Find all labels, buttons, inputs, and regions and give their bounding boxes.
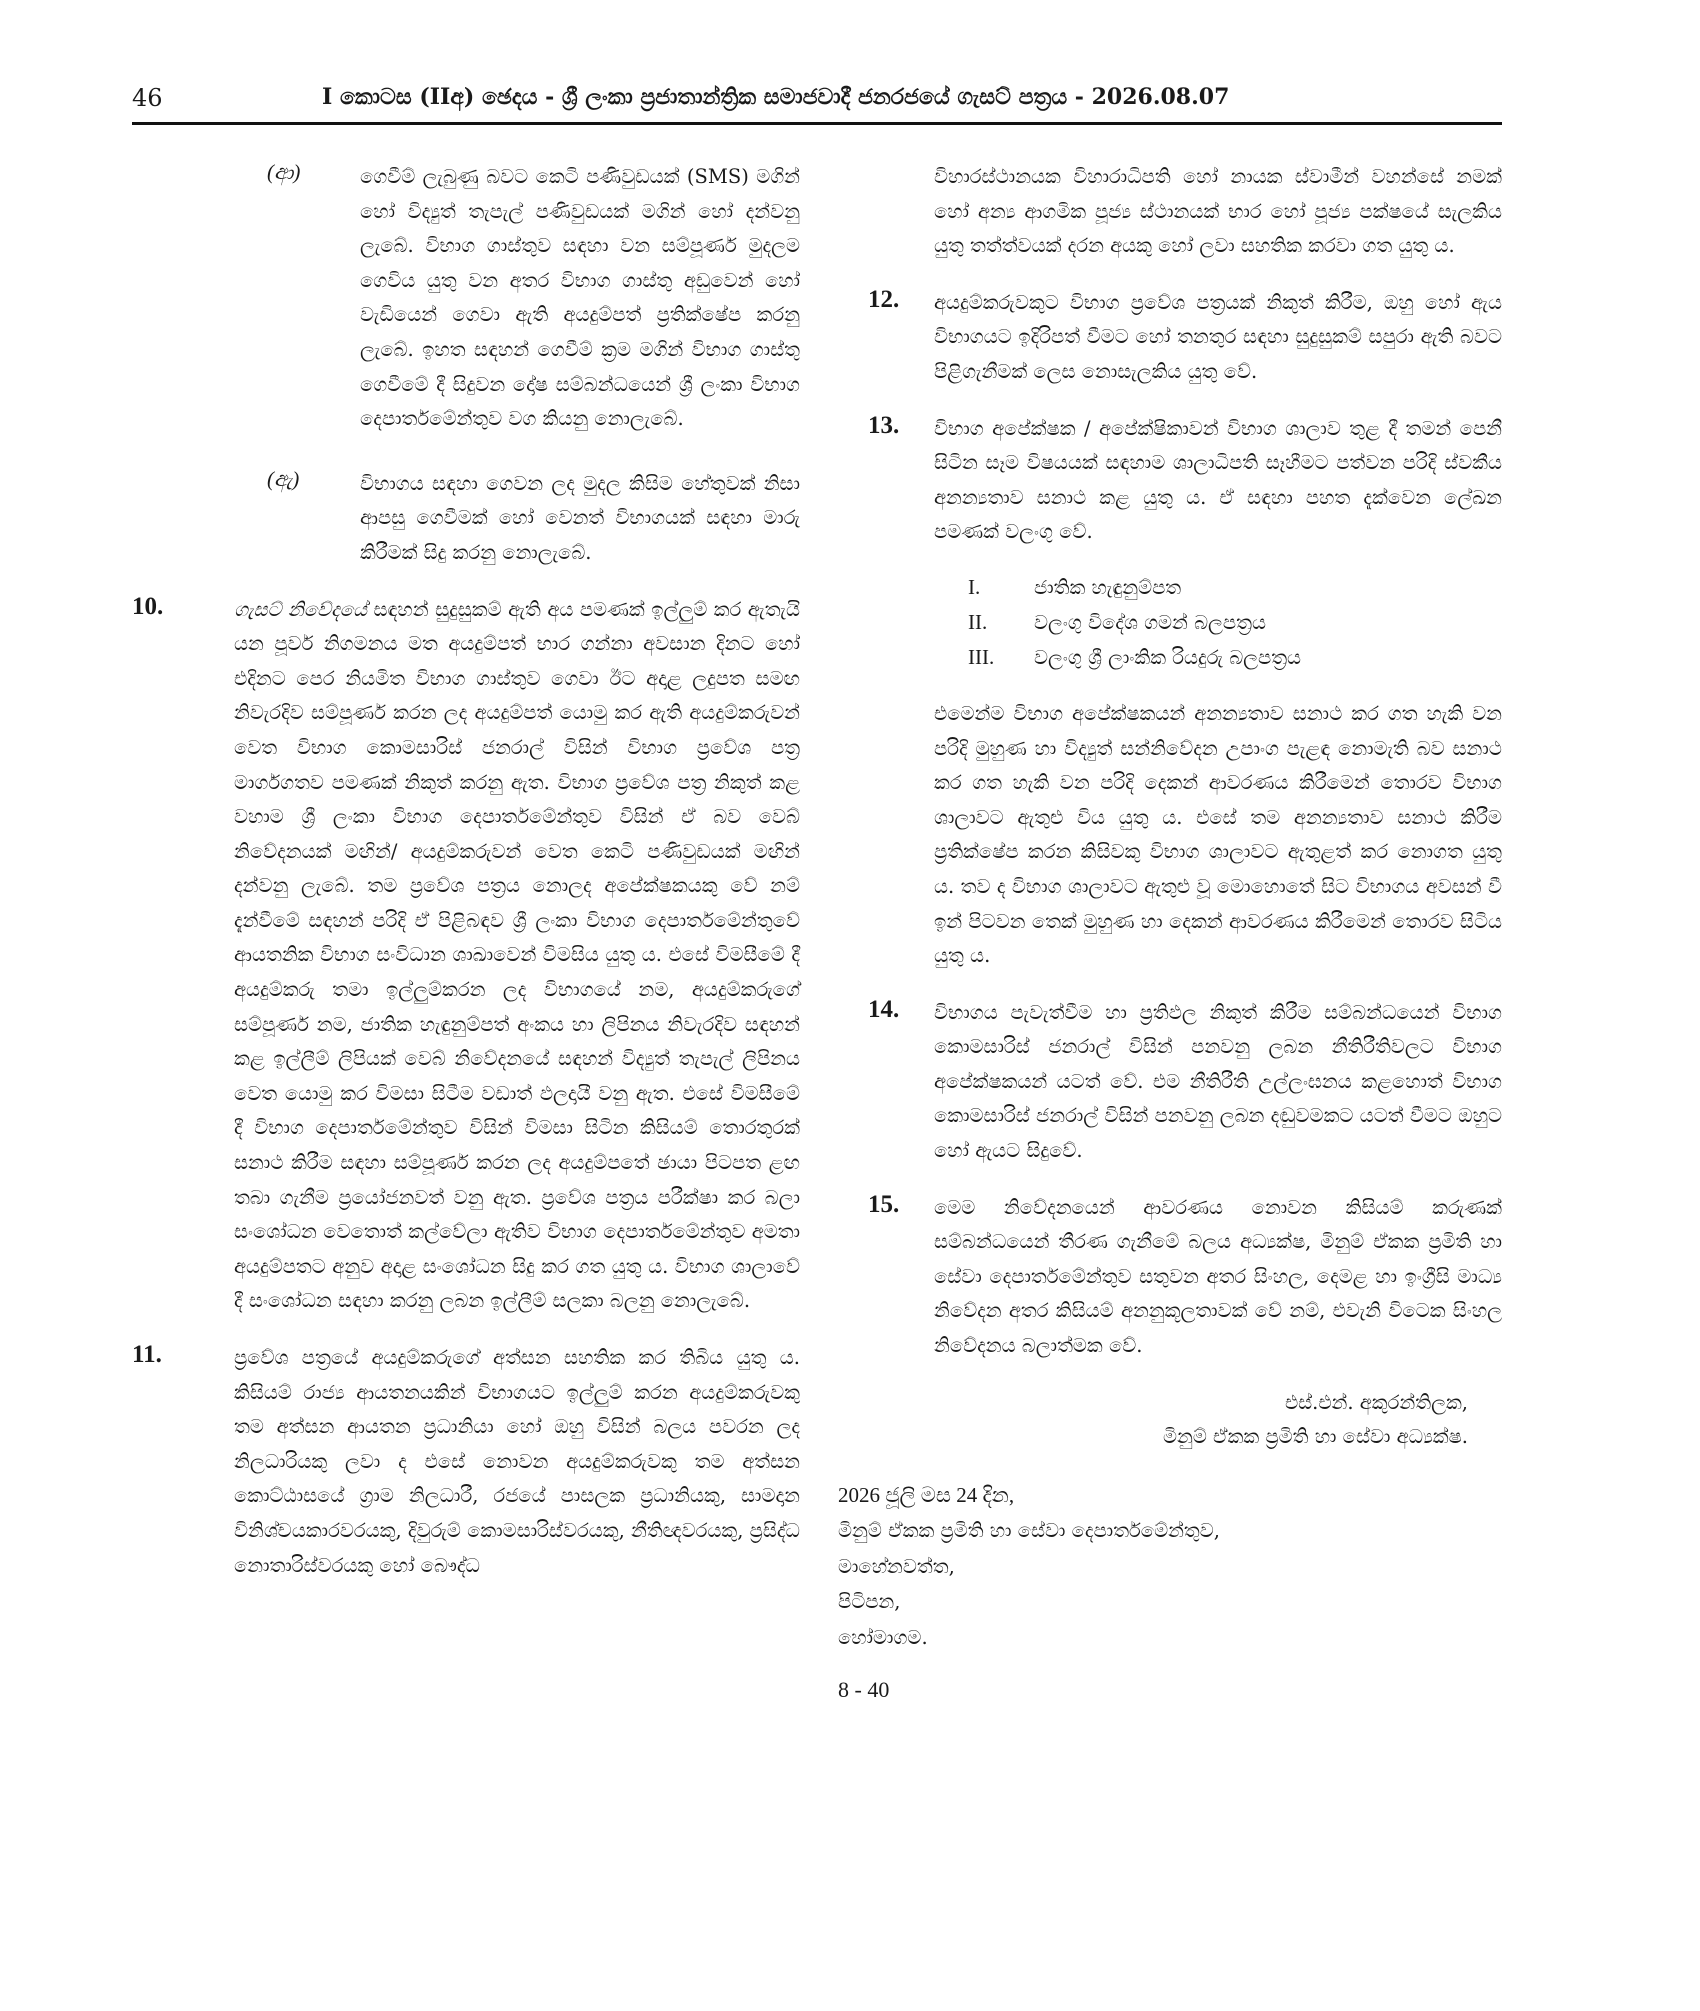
left-column bbox=[132, 160, 800, 1583]
clause-text: මෙම නිවේදනයෙන් ආවරණය නොවන කිසියම් කරුණක් සම්බන්ධයෙන් තීරණ ගැනීමේ බලය අධ්‍යක්ෂ, මිනුම් ඒකක ප්‍රමිති හා සේවා දෙපාර්තමේන්තුව සතුවන අතර සිංහල, දෙමළ හා ඉංග්‍රීසි මාධ්‍ය නිවේදන අතර කිසියම් අනනුකූලතාවක් වේ නම්, එවැනි විටෙක සිංහල නිවේදනය බලාත්මක වේ. bbox=[934, 1195, 1502, 1358]
clause-text bbox=[234, 593, 800, 1319]
clause-12 bbox=[838, 286, 1502, 390]
clause-number: 15. bbox=[868, 1190, 900, 1218]
right-column bbox=[838, 160, 1502, 1703]
document-list-item bbox=[968, 640, 1502, 675]
clause-15 bbox=[838, 1191, 1502, 1364]
header-title: I කොටස (IIඅ) ඡෙදය - ශ්‍රී ලංකා ප්‍රජාතාන්ත්‍රික සමාජවාදී ජනරජයේ ගැසට් පත්‍රය - 2026.08.07 bbox=[322, 84, 1230, 110]
roman-numeral: III. bbox=[968, 644, 995, 669]
clause-text-continued: එමෙන්ම විභාග අපේක්ෂකයන් අනන්‍යතාව සනාථ කර ගත හැකි වන පරිදි මුහුණ හා විද්‍යුත් සන්නිවේදන උපාංග පැළඳ නොමැති බව සනාථ කර ගත හැකි වන පරිදි දෙකන් ආවරණය කිරීමෙන් තොරව විභාග ශාලාවට ඇතුළු විය යුතු ය. එසේ තම අනන්‍යතාව සනාථ කිරීම ප්‍රතික්ෂේප කරන කිසිවකු විභාග ශාලාවට ඇතුළත් කර නොගත යුතු ය. තව ද විභාග ශාලාවට ඇතුළු වූ මොහොතේ සිට විභාගය අවසන් වී ඉන් පිටවන තෙක් මුහුණ හා දෙකන් ආවරණය කිරීමෙන් තොරව සිටිය යුතු ය. bbox=[934, 701, 1502, 968]
document-name: වලංගු ශ්‍රී ලාංකික රියදුරු බලපත්‍රය bbox=[1034, 645, 1302, 669]
address-block bbox=[838, 1478, 1502, 1656]
clause-10 bbox=[132, 593, 800, 1319]
notice-code: 8 - 40 bbox=[838, 1677, 890, 1703]
clause-lead-italic: ගැසට් නිවේදයේ bbox=[234, 597, 367, 621]
sub-item-text: විභාගය සඳහා ගෙවන ලද මුදල කිසිම හේතුවක් නිසා ආපසු ගෙවීමක් හෝ වෙනත් විභාගයක් සඳහා මාරු කිරීමක් සිදු කරනු නොලැබේ. bbox=[360, 471, 800, 564]
document-list-item bbox=[968, 605, 1502, 640]
sub-item-text: ගෙවීම් ලැබුණු බවට කෙටි පණිවුඩයක් (SMS) මගින් හෝ විද්‍යුත් තැපැල් පණිවුඩයක් මගින් හෝ දන්වනු ලැබේ. විභාග ගාස්තුව සඳහා වන සම්පූර්ණ මුදලම ගෙවිය යුතු වන අතර විභාග ගාස්තු අඩුවෙන් හෝ වැඩියෙන් ගෙවා ඇති අයදුම්පත් ප්‍රතික්ෂේප කරනු ලැබේ. ඉහත සඳහන් ගෙවීම් ක්‍රම මගින් විභාග ගාස්තු ගෙවීමේ දී සිදුවන දෝෂ සම්බන්ධයෙන් ශ්‍රී ලංකා විභාග දෙපාර්තමේන්තුව වග කියනු නොලැබේ. bbox=[360, 165, 800, 431]
sub-item-ae bbox=[132, 467, 800, 571]
roman-numeral: II. bbox=[968, 609, 988, 634]
document-list bbox=[968, 570, 1502, 675]
clause-text: අයදුම්කරුවකුට විභාග ප්‍රවේශ පත්‍රයක් නිකුත් කිරීම, ඔහු හෝ ඇය විභාගයට ඉදිරිපත් වීමට හෝ තනතුර සඳහා සුදුසුකම් සපුරා ඇති බවට පිළිගැනීමක් ලෙස නොසැලකිය යුතු වේ. bbox=[934, 290, 1502, 383]
address-line: හෝමාගම. bbox=[838, 1625, 928, 1649]
clause-text: විභාගය පැවැත්වීම හා ප්‍රතිඵල නිකුත් කිරීම සම්බන්ධයෙන් විභාග කොමසාරිස් ජනරාල් විසින් පනවනු ලබන නීතිරීතිවලට විභාග අපේක්ෂකයන් යටත් වේ. එම නීතිරීති උල්ලංඝනය කළහොත් විභාග කොමසාරිස් ජනරාල් විසින් පනවනු ලබන දඬුවමකට යටත් වීමට ඔහුට හෝ ඇයට සිදුවේ. bbox=[934, 1000, 1502, 1163]
notice-date: 2026 ජූලි මස 24 දින, bbox=[838, 1482, 1015, 1507]
signatory-title: මිනුම් ඒකක ප්‍රමිති හා සේවා අධ්‍යක්ෂ. bbox=[1162, 1424, 1468, 1448]
clause-13 bbox=[838, 412, 1502, 974]
clause-text: විහාරස්ථානයක විහාරාධිපති හෝ නායක ස්වාමීන් වහන්සේ නමක් හෝ අන්‍ය ආගමික පූජ්‍ය ස්ථානයක් භාර හෝ පූජ්‍ය පක්ෂයේ සැලකිය යුතු තත්ත්වයක් දරන අයකු හෝ ලවා සහතික කරවා ගත යුතු ය. bbox=[934, 165, 1502, 258]
signature-block bbox=[838, 1386, 1502, 1454]
document-name: ජාතික හැඳුනුම්පත bbox=[1034, 575, 1182, 599]
clause-11 bbox=[132, 1341, 800, 1583]
page-header bbox=[132, 84, 1502, 124]
signatory-name: එස්.එන්. අකුරන්තිලක, bbox=[1284, 1390, 1468, 1414]
document-name: වලංගු විදේශ ගමන් බලපත්‍රය bbox=[1034, 610, 1266, 634]
clause-text: ප්‍රවේශ පත්‍රයේ අයදුම්කරුගේ අත්සන සහතික කර තිබිය යුතු ය. කිසියම් රාජ්‍ය ආයතනයකින් විභාගයට ඉල්ලුම් කරන අයදුම්කරුවකු තම අත්සන ආයතන ප්‍රධානියා හෝ ඔහු විසින් බලය පවරන ලද නිලධාරියකු ලවා ද එසේ නොවන අයදුම්කරුවකු තම අත්සන කොට්ඨාසයේ ග්‍රාම නිලධාරී, රජයේ පාසලක ප්‍රධානියකු, සාමදාන විනිශ්චයකාරවරයකු, දිවුරුම් කොමසාරිස්වරයකු, නීතිඥවරයකු, ප්‍රසිද්ධ නොතාරිස්වරයකු හෝ බෞද්ධ bbox=[234, 1346, 800, 1577]
clause-number: 14. bbox=[868, 995, 900, 1023]
sub-item-letter: (ඇ) bbox=[267, 466, 300, 491]
address-line: මාහේනවත්ත, bbox=[838, 1554, 955, 1578]
document-list-item bbox=[968, 570, 1502, 605]
address-line: පිටිපන, bbox=[838, 1590, 901, 1614]
clause-text: විභාග අපේක්ෂක / අපේක්ෂිකාවන් විභාග ශාලාව තුළ දී තමන් පෙනී සිටින සෑම විෂයයක් සඳහාම ශාලාධිපති සෑහීමට පත්වන පරිදි ස්වකීය අනන්‍යතාව සනාථ කළ යුතු ය. ඒ සඳහා පහත දැක්වෙන ලේඛන පමණක් වලංගු වේ. bbox=[934, 416, 1502, 544]
clause-11-continued bbox=[838, 160, 1502, 264]
clause-number: 13. bbox=[868, 411, 900, 439]
clause-number: 11. bbox=[132, 1341, 162, 1368]
clause-number: 10. bbox=[132, 592, 164, 620]
sub-item-aa bbox=[132, 160, 800, 437]
address-line: මිනුම් ඒකක ප්‍රමිති හා සේවා දෙපාර්තමේන්තුව, bbox=[838, 1519, 1220, 1543]
clause-body: සඳහන් සුදුසුකම් ඇති අය පමණක් ඉල්ලුම් කර ඇතැයි යන පූර්ව නිගමනය මත අයදුම්පත් භාර ගන්නා අවසාන දිනට හෝ එදිනට පෙර නියමිත විභාග ගාස්තුව ගෙවා ඊට අදාළ ලදුපත සමඟ නිවැරදිව සම්පූර්ණ කරන ලද අයදුම්පත් යොමු කර ඇති අයදුම්කරුවන් වෙත විභාග කොමසාරිස් ජනරාල් විසින් විභාග ප්‍රවේශ පත්‍ර මාර්ගගතව පමණක් නිකුත් කරනු ඇත. විභාග ප්‍රවේශ පත්‍ර නිකුත් කළ වහාම ශ්‍රී ලංකා විභාග දෙපාර්තමේන්තුව විසින් ඒ බව වෙබ් නිවේදනයක් මඟින්/ අයදුම්කරුවන් වෙත කෙටි පණිවුඩයක් මඟින් දන්වනු ලැබේ. තම ප්‍රවේශ පත්‍රය නොලද අපේක්ෂකයකු වේ නම් දැන්වීමේ සඳහන් පරිදි ඒ පිළිබඳව ශ්‍රී ලංකා විභාග දෙපාර්තමේන්තුවේ ආයතනික විභාග සංවිධාන ශාඛාවෙන් විමසිය යුතු ය. එසේ විමසීමේ දී අයදුම්කරු තමා ඉල්ලුම්කරන ලද විභාගයේ නම, අයදුම්කරුගේ සම්පූර්ණ නම, ජාතික හැඳුනුම්පත් අංකය හා ලිපිනය නිවැරදිව සඳහන් කළ ඉල්ලීම් ලිපියක් වෙබ් නිවේදනයේ සඳහන් විද්‍යුත් තැපැල් ලිපිනය වෙත යොමු කර විමසා සිටීම වඩාත් ඵලදායී වනු ඇත. එසේ විමසීමේ දී විභාග දෙපාර්තමේන්තුව විසින් විමසා සිටින කිසියම් තොරතුරක් සනාථ කිරීම සඳහා සම්පූර්ණ කරන ලද අයදුම්පතේ ඡායා පිටපත ළඟ තබා ගැනීම ප්‍රයෝජනවත් වනු ඇත. ප්‍රවේශ පත්‍රය පරීක්ෂා කර බලා සංශෝධන වෙතොත් කල්වේලා ඇතිව විභාග දෙපාර්තමේන්තුව අමතා අයදුම්පතට අනුව අදාළ සංශෝධන සිදු කර ගත යුතු ය. විභාග ශාලාවේ දී සංශෝධන සඳහා කරනු ලබන ඉල්ලීම් සලකා බලනු නොලැබේ. bbox=[234, 597, 800, 1313]
header-rule bbox=[132, 122, 1502, 125]
clause-number: 12. bbox=[868, 285, 900, 313]
clause-14 bbox=[838, 996, 1502, 1169]
page-number: 46 bbox=[132, 84, 163, 112]
roman-numeral: I. bbox=[968, 574, 981, 599]
sub-item-letter: (ආ) bbox=[267, 160, 301, 184]
